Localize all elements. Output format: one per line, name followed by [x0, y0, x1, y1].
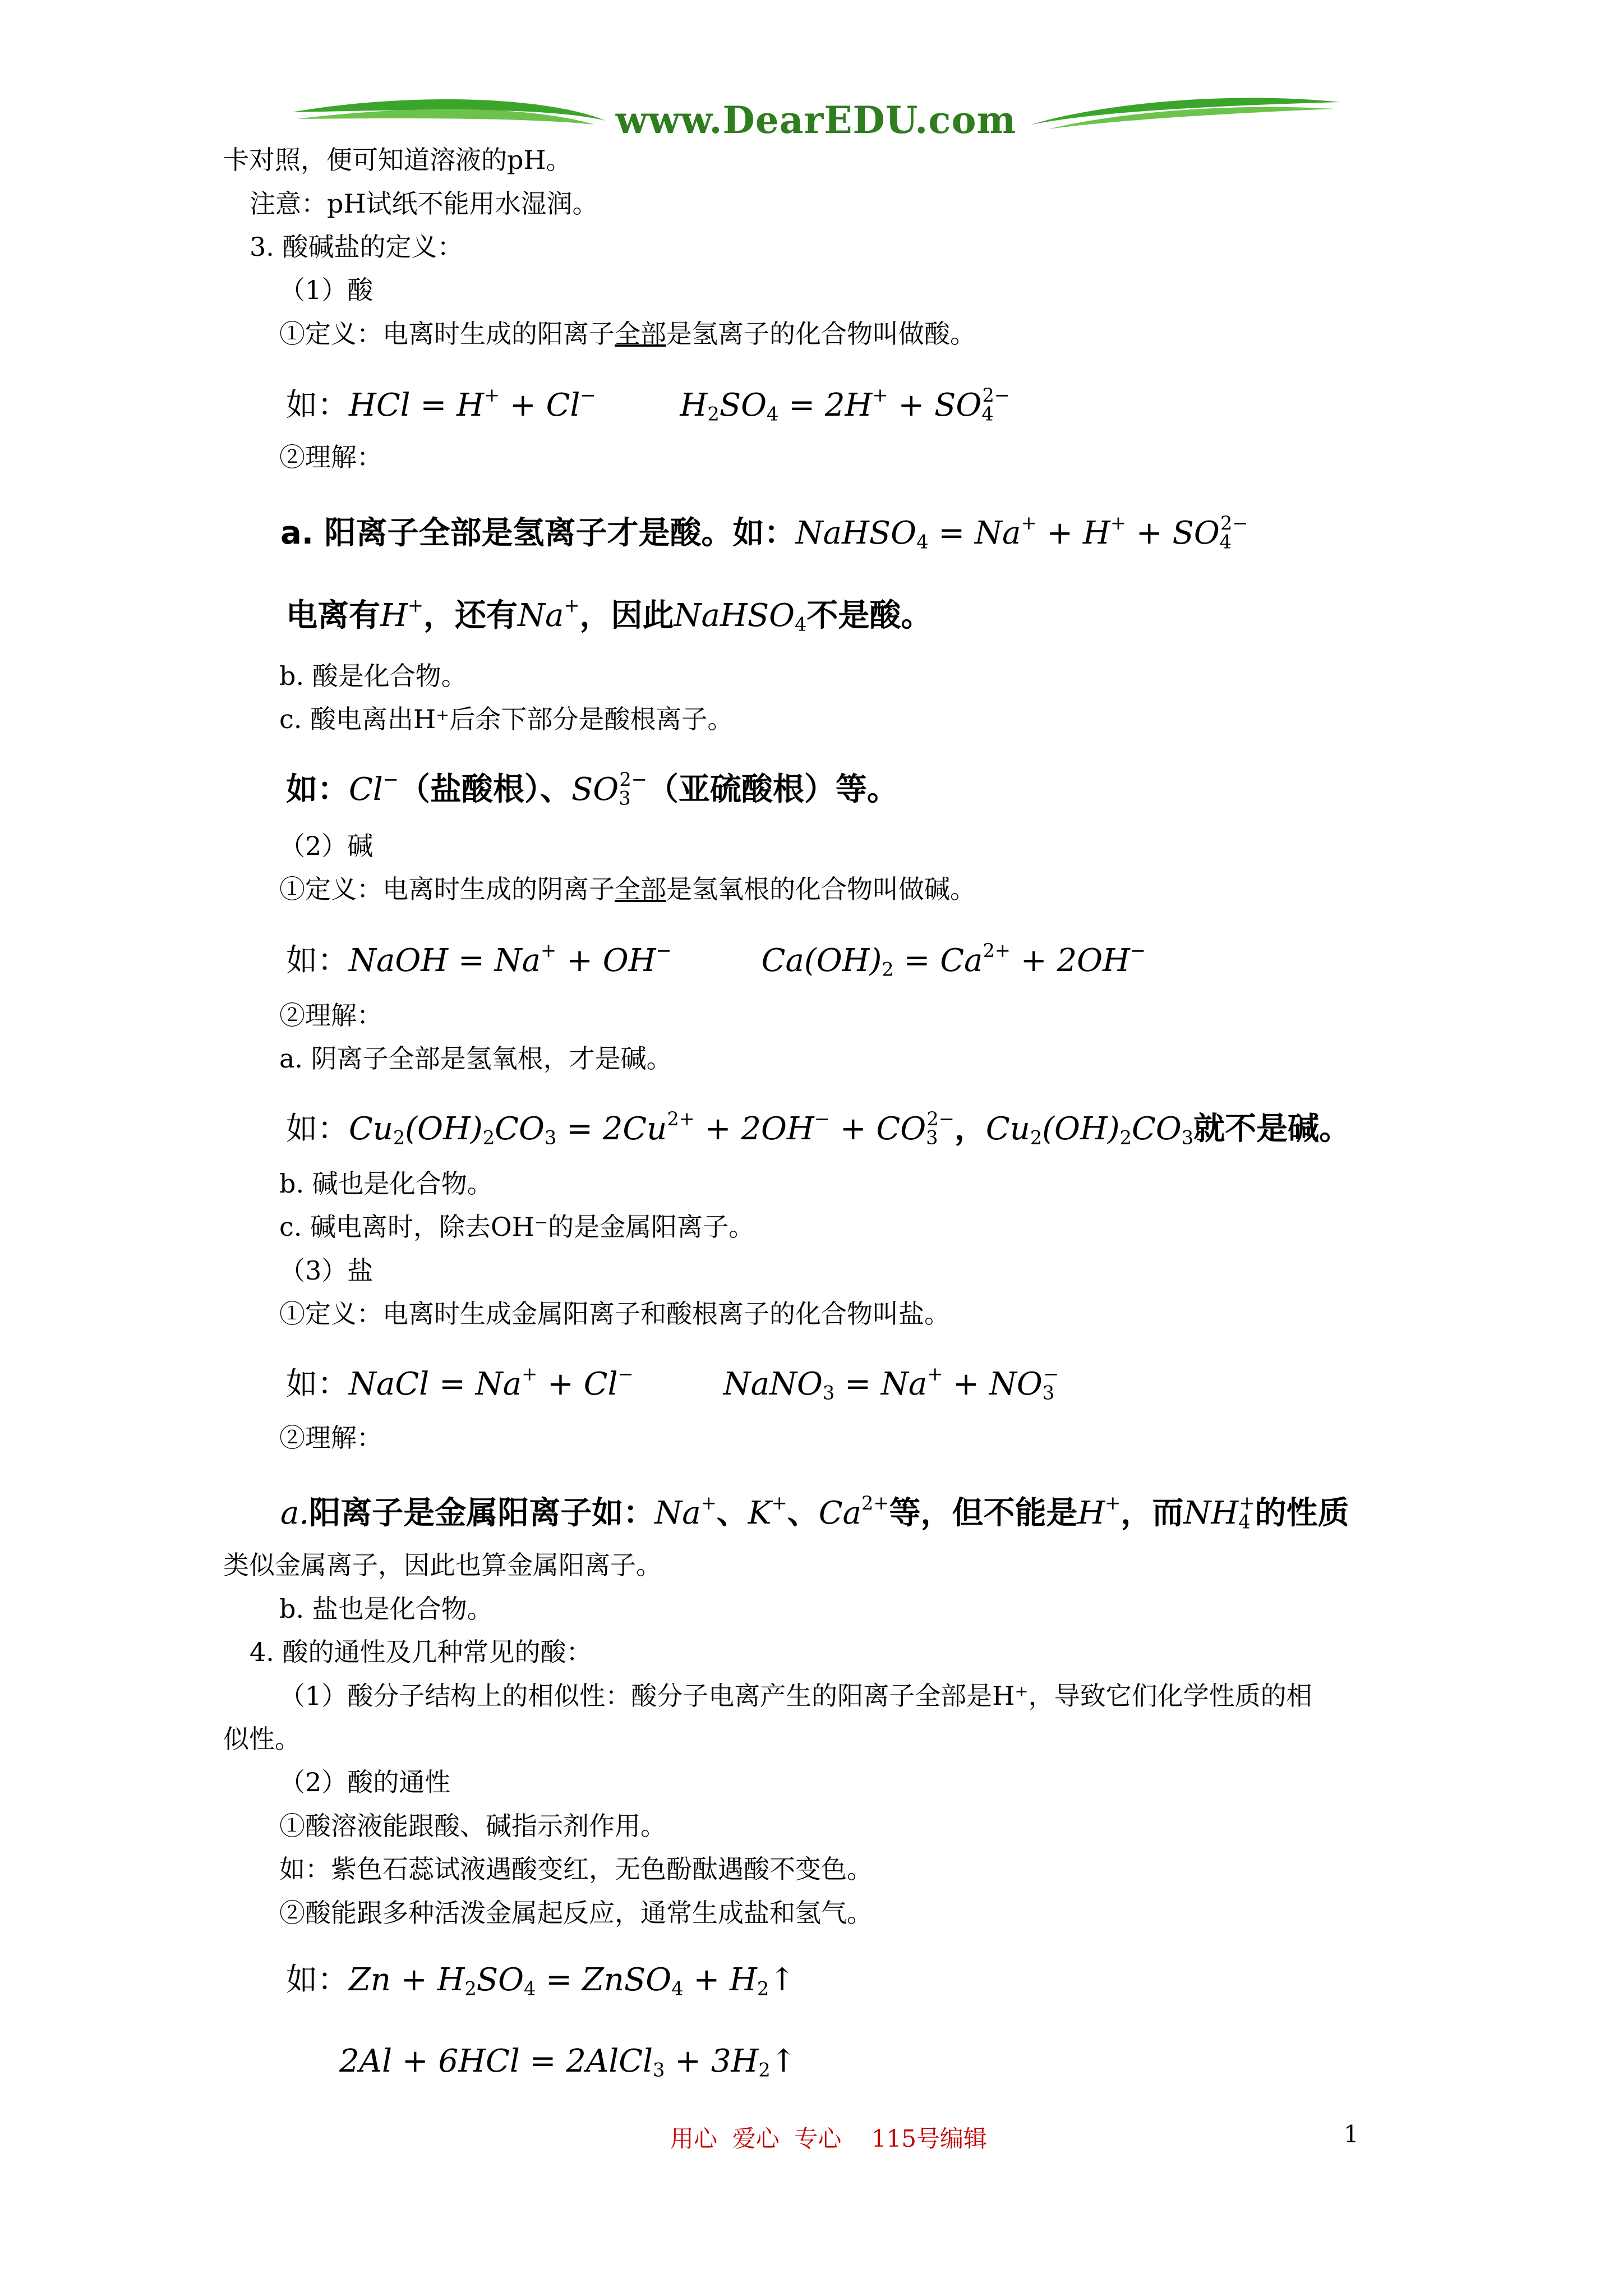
text-line: ②酸能跟多种活泼金属起反应，通常生成盐和氢气。	[279, 1898, 873, 1928]
underlined-text: 全部	[615, 319, 666, 349]
text-line: （3）盐	[279, 1255, 374, 1286]
site-logo: www.DearEDU.com	[615, 98, 1017, 142]
eq-label: 如：	[286, 1111, 349, 1148]
text-line: c. 酸电离出H⁺后余下部分是酸根离子。	[279, 704, 734, 734]
text-line: b. 盐也是化合物。	[279, 1594, 493, 1624]
eq-label: 如：	[286, 387, 349, 424]
footer-note: 用心 爱心 专心 115号编辑	[670, 2125, 987, 2152]
equation-zinc: 如：$Zn + H_2SO_4$ = ZnSO$_4$ + $H_2↑$	[286, 1962, 796, 2000]
text-span: ①定义：电离时生成的阳离子	[279, 319, 615, 349]
eq-label: a. 阳离子全部是氢离子才是酸。如：	[280, 515, 796, 552]
equation-salt-note: a.阳离子是金属阳离子如：Na+、K+、$Ca^{2+}$等，但不能是H+，而$NH_4^+$的性质	[280, 1492, 1349, 1533]
eq-label: 如：	[286, 1962, 349, 1998]
text-line: 类似金属离子，因此也算金属阳离子。	[223, 1550, 662, 1580]
text-span: 是氢离子的化合物叫做酸。	[666, 319, 976, 349]
eq-label: 电离有	[286, 597, 380, 634]
text-line: （1）酸	[279, 275, 374, 305]
text-line: ①酸溶液能跟酸、碱指示剂作用。	[279, 1811, 666, 1841]
equation-nahso4-note: 电离有H+，还有Na+，因此NaHSO$_4$不是酸。	[286, 595, 933, 636]
text-line: ②理解：	[279, 1000, 382, 1030]
eq-label: 如：	[286, 942, 349, 979]
text-line: ①定义：电离时生成的阴离子全部是氢氧根的化合物叫做碱。	[279, 874, 976, 904]
equation-aluminium: 2Al + 6HCl = 2AlCl$_3$ + $3H_2↑$	[339, 2043, 797, 2081]
text-line: b. 酸是化合物。	[279, 661, 467, 691]
equation-base-naoh: 如：NaOH = Na+ + OH− $Ca(OH)_2 = Ca^{2+} + 2OH^-$	[286, 940, 1146, 981]
underlined-text: 全部	[615, 874, 666, 904]
text-line: ①定义：电离时生成金属阳离子和酸根离子的化合物叫盐。	[279, 1299, 950, 1329]
equation-salt: 如：NaCl = Na+ + Cl− NaNO$_3$ = $Na^+ + NO_3^-$	[286, 1363, 1059, 1404]
text-line: 3. 酸碱盐的定义：	[250, 232, 463, 262]
text-line: 似性。	[223, 1724, 301, 1754]
text-line: 如：紫色石蕊试液遇酸变红，无色酚酞遇酸不变色。	[279, 1854, 873, 1884]
text-line: ②理解：	[279, 442, 382, 472]
text-line: （2）酸的通性	[279, 1767, 451, 1797]
text-line: 卡对照，便可知道溶液的pH。	[223, 145, 572, 175]
page-number: 1	[1344, 2120, 1359, 2148]
equation-acid-radicals: 如：Cl−（盐酸根）、$SO_3^{2-}$（亚硫酸根）等。	[286, 769, 898, 809]
equation-basic-carbonate: 如：$Cu_2(OH)_2CO_3 = 2Cu^{2+} + 2OH^- + CO_3^{2-}$，$Cu_2(OH)_2CO_3$就不是碱。	[286, 1108, 1351, 1149]
text-line: 注意：pH试纸不能用水湿润。	[250, 188, 598, 219]
equation-nahso4: a. 阳离子全部是氢离子才是酸。如：NaHSO$_4$ = $Na^+ + H^+ + SO_4^{2-}$	[280, 512, 1248, 553]
text-line: a. 阴离子全部是氢氧根，才是碱。	[279, 1043, 672, 1074]
text-line: ②理解：	[279, 1423, 382, 1453]
text-line: c. 碱电离时，除去OH⁻的是金属阳离子。	[279, 1212, 755, 1242]
text-line: （2）碱	[279, 831, 374, 861]
eq-label: 如：	[286, 1366, 349, 1403]
text-line: （1）酸分子结构上的相似性：酸分子电离产生的阳离子全部是H⁺，导致它们化学性质的相	[279, 1681, 1312, 1711]
eq-label: 如：	[286, 771, 349, 808]
text-line	[279, 317, 976, 351]
text-line: 4. 酸的通性及几种常见的酸：	[250, 1637, 592, 1667]
text-line: b. 碱也是化合物。	[279, 1168, 493, 1199]
equation-acid-hcl: 如：HCl = H+ + Cl− $H_2SO_4 = 2H^+ + SO_4^{2-}$	[286, 384, 1011, 425]
